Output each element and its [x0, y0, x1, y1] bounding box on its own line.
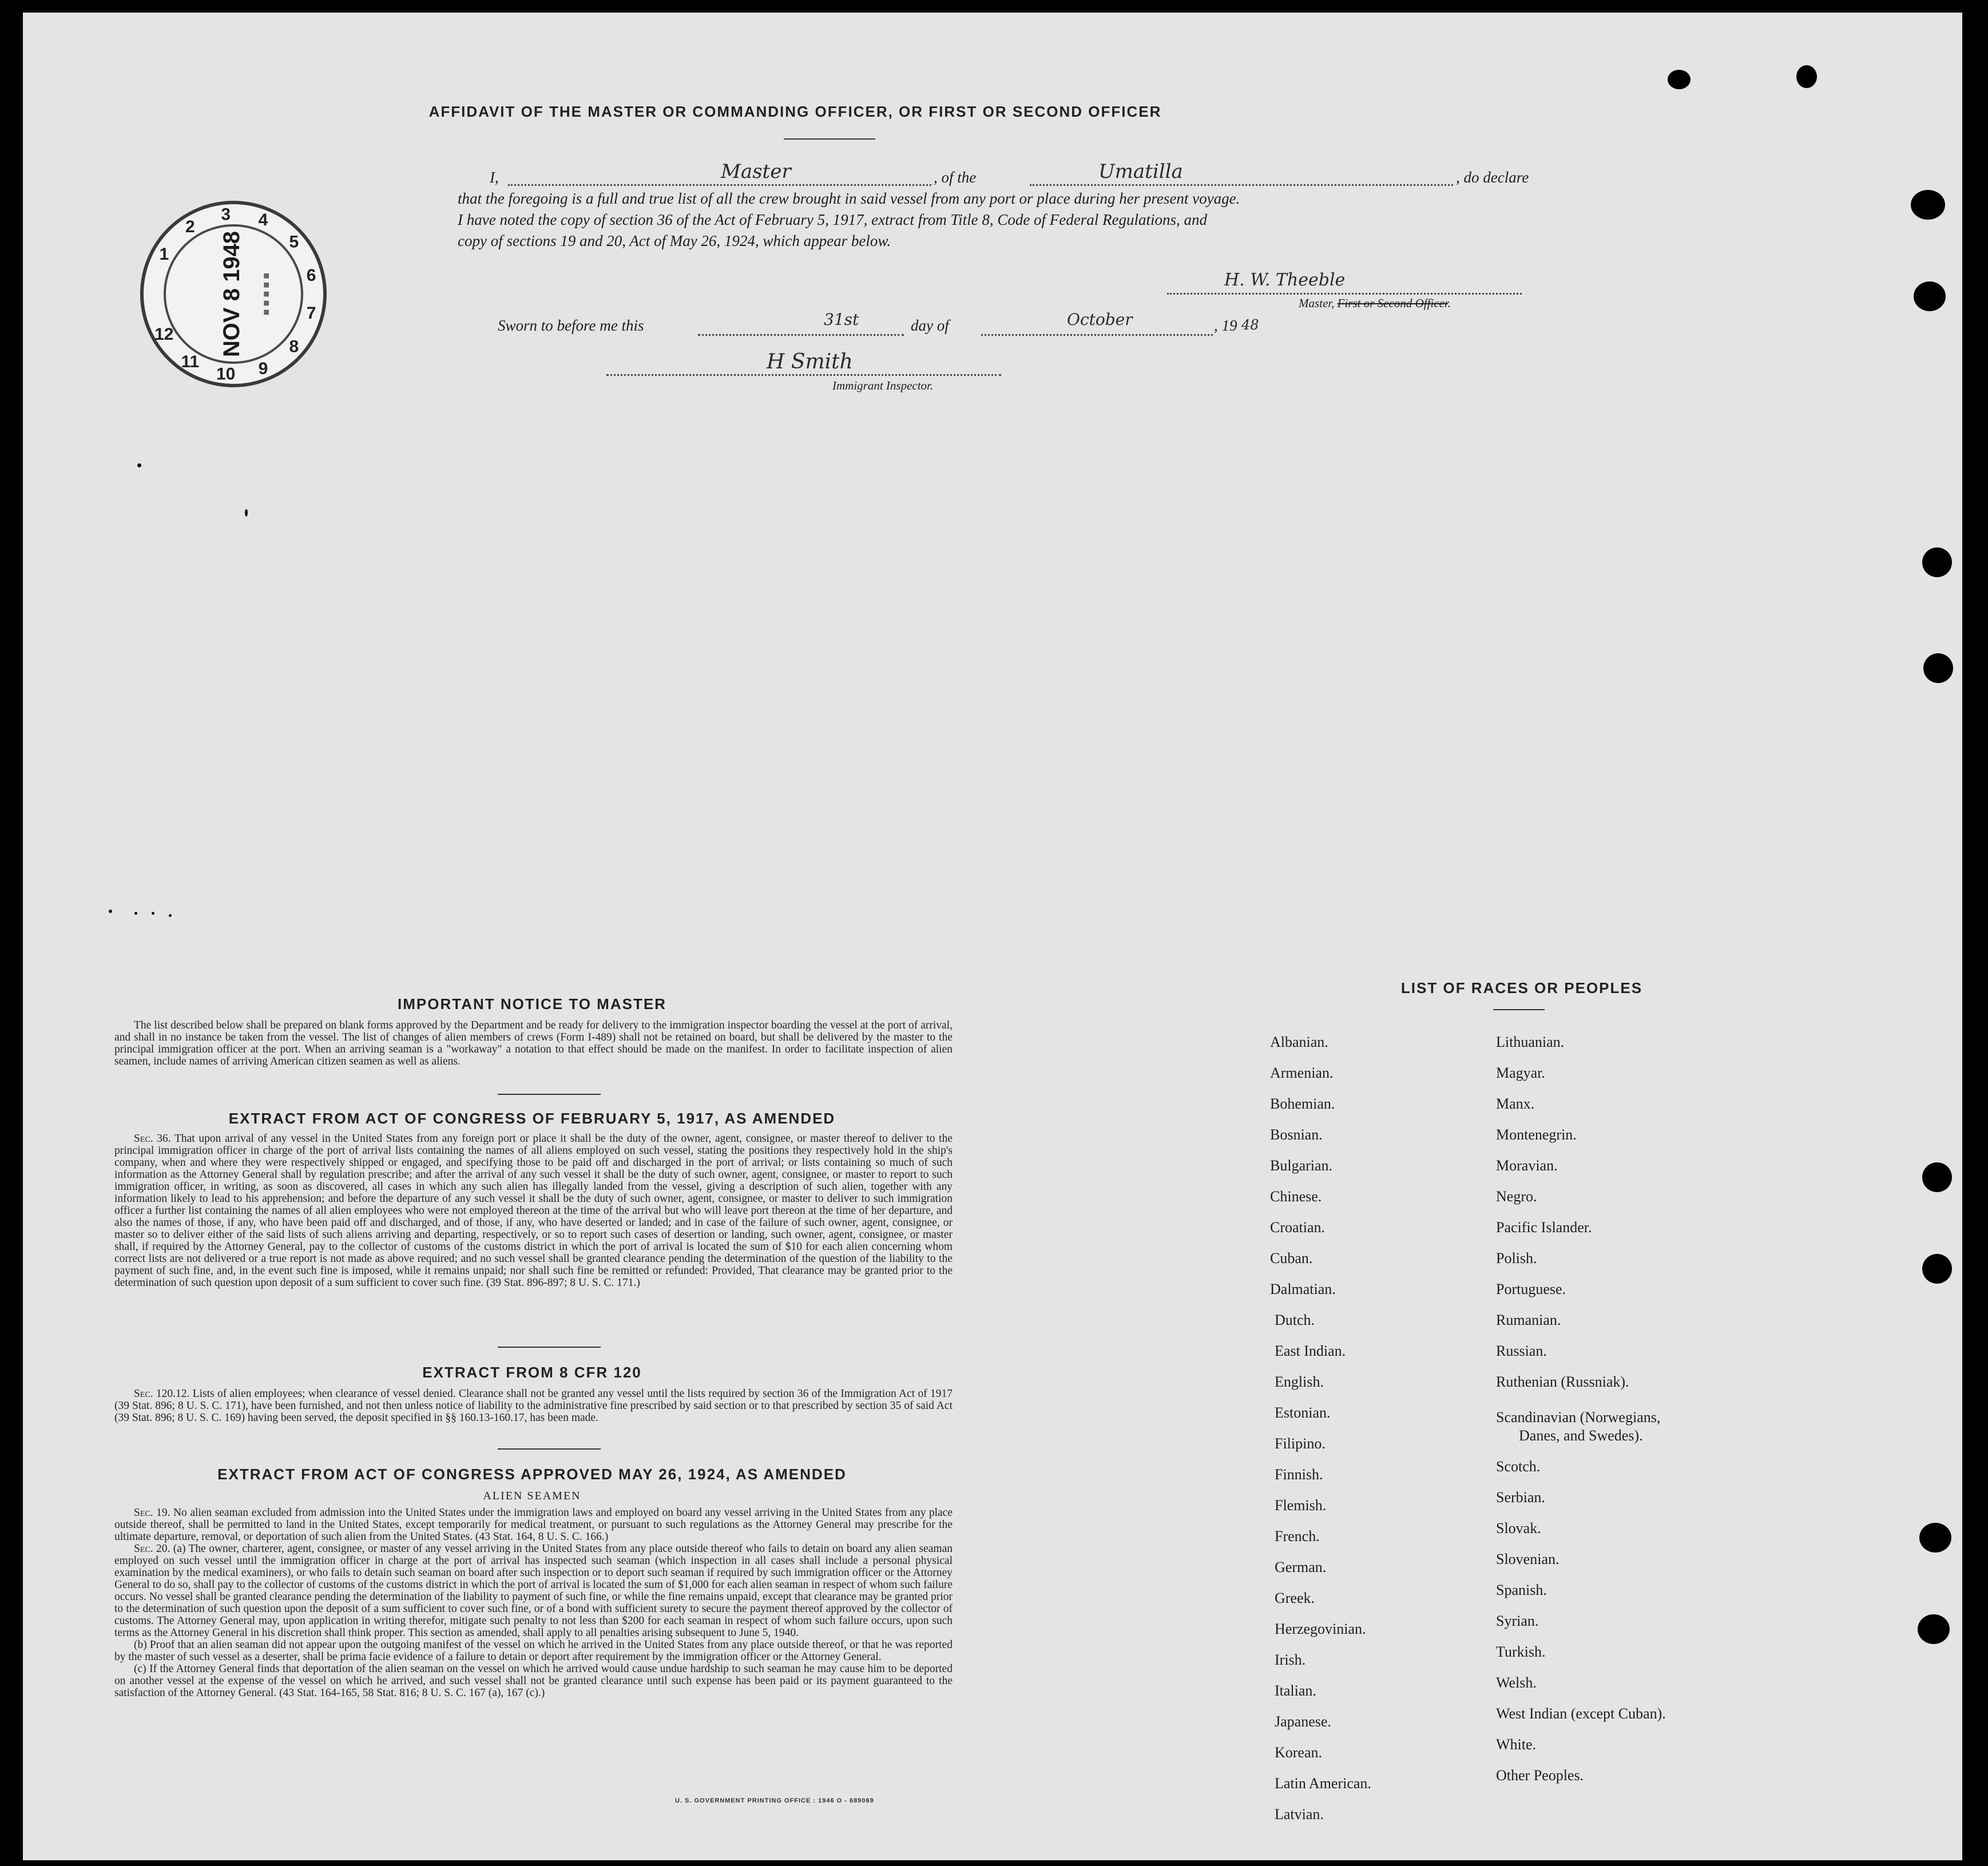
of-the-label: , of the [934, 169, 977, 186]
race-item: Greek. [1275, 1590, 1315, 1606]
race-item: Moravian. [1496, 1157, 1558, 1174]
notice-body [114, 1019, 953, 1067]
scan-speck [134, 912, 137, 915]
race-item: Ruthenian (Russniak). [1496, 1373, 1629, 1390]
race-item: Chinese. [1270, 1188, 1322, 1205]
declarant-name: Master [721, 160, 791, 183]
punch-hole [1796, 65, 1817, 88]
sworn-line [498, 310, 1299, 340]
extract-1917-title: EXTRACT FROM ACT OF CONGRESS OF FEBRUARY 5, 1917, AS AMENDED [228, 1110, 836, 1127]
race-item: Filipino. [1275, 1435, 1326, 1452]
stamp-digit: 4 [258, 211, 268, 229]
stamp-digit: 7 [306, 304, 316, 323]
race-item: Welsh. [1496, 1674, 1537, 1691]
date-stamp [136, 197, 331, 391]
race-item: Magyar. [1496, 1065, 1545, 1081]
punch-hole [1923, 653, 1953, 683]
scan-speck [109, 910, 112, 913]
affidavit-line-3: I have noted the copy of section 36 of the Act of February 5, 1917, extract from Title 8, Code of Federal Regulations, and [458, 211, 1208, 228]
day-of-label: day of [911, 317, 949, 334]
printing-office-footer: U. S. GOVERNMENT PRINTING OFFICE : 1946 O - 689069 [675, 1797, 874, 1804]
scan-speck [137, 463, 141, 467]
race-item: Polish. [1496, 1250, 1537, 1267]
race-item: Latin American. [1275, 1775, 1371, 1792]
notice-divider [498, 1094, 601, 1095]
race-item: Rumanian. [1496, 1312, 1561, 1328]
year-prefix: , 19 [1214, 317, 1237, 334]
master-label: Master, [1299, 296, 1338, 310]
race-item: Herzegovinian. [1275, 1621, 1366, 1637]
race-item: Croatian. [1270, 1219, 1326, 1236]
stamp-digit: 5 [289, 232, 299, 252]
master-title [1299, 296, 1451, 311]
race-item: Montenegrin. [1496, 1126, 1577, 1143]
extract-cfr-divider [498, 1448, 601, 1450]
race-item: Bulgarian. [1270, 1157, 1333, 1174]
day-field-line [698, 321, 904, 336]
race-item: Negro. [1496, 1188, 1537, 1205]
race-item: White. [1496, 1736, 1537, 1753]
declare-label: , do declare [1456, 169, 1529, 186]
punch-hole [1914, 281, 1946, 311]
name-field-line [508, 172, 931, 186]
race-item: Latvian. [1275, 1806, 1324, 1823]
race-item: West Indian (except Cuban). [1496, 1705, 1666, 1722]
race-item: Turkish. [1496, 1643, 1546, 1660]
punch-hole [1922, 1254, 1952, 1284]
alien-seamen-subtitle: ALIEN SEAMEN [483, 1490, 581, 1502]
section-36-text: That upon arrival of any vessel in the United States from any foreign port or place it shall be the duty of the owner, agent, consignee, or master thereof to deliver to the principal immigration officer in charge of the port of arrival lists containing the names of all aliens employed on such vessel, stating the positions they respectively hold in the ship's company, when and where they were respectively shipped or engaged, and specifying those to be paid off and discharged in the port of arrival; or lists containing so much of such information as the Attorney General shall by regulation prescribe; and after the arrival of any such vessel it shall be the duty of such owner, agent, consignee, or master to report to such immigration officer, in writing, as soon as discovered, all cases in which any such alien has illegally landed from the vessel, giving a description of such alien, together with any information likely to lead to his apprehension; and before the departure of any such vessel it shall be the duty of such owner, agent, consignee, or master to deliver to such immigration officer a further list containing the names of all alien employees who were not employed thereon at the time of the arrival but who will leave port thereon at the time of her departure, and also the names of those, if any, who have been paid off and discharged, and of those, if any, who have deserted or landed; and in case of the failure of such owner, agent, consignee, or master so to deliver either of the said lists of such aliens arriving and departing, respectively, or so to report such cases of desertion or landing, such owner, agent, consignee, or master shall, if required by the Attorney General, pay to the collector of customs of the customs district in which the port of arrival is located the sum of $10 for each alien concerning whom correct lists are not delivered or a true report is not made as above required; and no such vessel shall be granted clearance pending the determination of the question of the liability to the payment of such fine, and, in the event such fine is imposed, while it remains unpaid; nor shall such fine be remitted or refunded: Provided, That clearance may be granted prior to the determination of such question upon deposit of a sum sufficient to cover such fine. (39 Stat. 896-897; 8 U. S. C. 171.) [114, 1133, 953, 1289]
stamp-date: NOV 8 1948 [219, 231, 244, 358]
notice-title: IMPORTANT NOTICE TO MASTER [398, 995, 666, 1013]
section-20-text: (a) The owner, charterer, agent, consignee, or master of any vessel arriving in the United States from any place outside thereof who fails to detain on board any alien seaman employed on such vessel until the immigration officer in charge at the port of arrival has inspected such seaman (which inspection in all cases shall include a personal physical examination by the medical examiners), or who fails to detain such seaman on board after such inspection or to deport such seaman if required by such immigration officer or the Attorney General to do so, shall pay to the collector of customs of the customs district in which the port of arrival is located the sum of $1,000 for each alien seaman in respect of whom such failure occurs. No vessel shall be granted clearance pending the determination of the liability to payment of such fine, or while the fine remains unpaid, except that clearance may be granted prior to the determination of such question upon the deposit of a sum sufficient to cover such fine, or of a bond with sufficient surety to secure the payment thereof approved by the collector of customs. The Attorney General may, upon application in writing therefor, mitigate such penalty to not less than $200 for each seaman in respect of whom such failure occurs, upon such terms as the Attorney General in his discretion shall think proper. This section as amended, shall apply to all penalties arising subsequent to June 5, 1940. [114, 1543, 953, 1639]
scan-speck [169, 914, 172, 917]
notice-text: The list described below shall be prepared on blank forms approved by the Department and be ready for delivery to the immigration inspector boarding the vessel at the port of arrival, and shall in no instance be taken from the vessel. The list of changes of alien members of crews (Form I-489) shall not be retained on board, but shall be delivered by the master to the principal immigration officer at the port. When an arriving seaman is a "workaway" a notation to that effect should be made on the manifest. In order to facilitate inspection of alien seamen, include names of arriving American citizen seamen as well as aliens. [114, 1019, 953, 1067]
race-item: Serbian. [1496, 1489, 1545, 1506]
race-item: Spanish. [1496, 1582, 1547, 1598]
race-item: French. [1275, 1528, 1320, 1545]
punch-hole [1922, 547, 1952, 577]
race-item: Bosnian. [1270, 1126, 1323, 1143]
year-suffix: 48 [1241, 317, 1259, 333]
section-120-label: Sec. 120.12. [134, 1388, 190, 1400]
sworn-day: 31st [824, 310, 859, 329]
races-title: LIST OF RACES OR PEOPLES [1400, 979, 1643, 996]
scan-speck [245, 509, 248, 517]
extract-1924-title: EXTRACT FROM ACT OF CONGRESS APPROVED MAY 26, 1924, AS AMENDED [217, 1466, 847, 1483]
stamp-digit: 8 [289, 337, 299, 356]
section-36-label: Sec. 36. [134, 1133, 171, 1145]
punch-hole [1668, 70, 1691, 89]
race-item: Flemish. [1275, 1497, 1327, 1514]
struck-officer-label: First or Second Officer [1337, 296, 1448, 310]
extract-1924-body [114, 1507, 953, 1699]
race-item: Finnish. [1275, 1466, 1323, 1483]
race-item: Irish. [1275, 1651, 1306, 1668]
race-item: Dutch. [1275, 1312, 1315, 1328]
master-label-end: . [1447, 296, 1451, 310]
stamp-digit: 3 [221, 205, 231, 224]
affidavit-text [458, 160, 1556, 252]
sworn-label: Sworn to before me this [498, 317, 644, 334]
race-item: Pacific Islander. [1496, 1219, 1592, 1236]
race-item: Japanese. [1275, 1713, 1331, 1730]
vessel-field-line [1030, 172, 1453, 186]
race-item: East Indian. [1275, 1343, 1346, 1359]
master-signature: H. W. Theeble [1224, 270, 1346, 290]
scan-speck [152, 912, 154, 915]
section-19-text: No alien seaman excluded from admission into the United States under the immigration laws and employed on board any vessel arriving in the United States from any place outside thereof, shall be permitted to land in the United States, except temporarily for medical treatment, or pursuant to such regulations as the Attorney General may prescribe for the ultimate departure, removal, or deportation of such alien from the United States. (43 Stat. 164, 8 U. S. C. 166.) [114, 1507, 953, 1543]
race-item: Syrian. [1496, 1613, 1539, 1629]
extract-cfr-body [114, 1388, 953, 1424]
stamp-digit: 9 [258, 359, 268, 378]
section-19-label: Sec. 19. [134, 1507, 170, 1519]
stamp-digit: 10 [216, 364, 236, 384]
punch-hole [1918, 1614, 1950, 1644]
race-item: English. [1275, 1373, 1324, 1390]
section-20-b: (b) Proof that an alien seaman did not appear upon the outgoing manifest of the vessel on which he arrived in the United States from any place outside thereof, or that he was reported by the master of such vessel as a deserter, shall be prima facie evidence of a failure to detain or deport after requirement by the immigration officer or the Attorney General. [114, 1639, 953, 1663]
race-item: Scotch. [1496, 1458, 1541, 1475]
race-item: Cuban. [1270, 1250, 1313, 1267]
race-item: Armenian. [1270, 1065, 1334, 1081]
race-item: Slovak. [1496, 1520, 1541, 1537]
stamp-digit: 12 [154, 325, 174, 344]
affidavit-line-4: copy of sections 19 and 20, Act of May 26, 1924, which appear below. [458, 232, 891, 249]
race-item: Manx. [1496, 1095, 1535, 1112]
affidavit-line-2: that the foregoing is a full and true list of all the crew brought in said vessel from any port or place during her present voyage. [458, 190, 1240, 207]
inspector-signature: H Smith [767, 350, 853, 374]
extract-1917-divider [498, 1347, 601, 1348]
affidavit-title: AFFIDAVIT OF THE MASTER OR COMMANDING OFFICER, OR FIRST OR SECOND OFFICER [428, 103, 1162, 120]
race-item: Estonian. [1275, 1404, 1331, 1421]
race-item: German. [1275, 1559, 1327, 1575]
vessel-name: Umatilla [1098, 160, 1183, 183]
race-item: Slovenian. [1496, 1551, 1560, 1567]
stamp-digit: 1 [159, 245, 169, 264]
race-item: Albanian. [1270, 1034, 1328, 1050]
race-item: Portuguese. [1496, 1281, 1566, 1297]
race-item: Other Peoples. [1496, 1767, 1584, 1784]
extract-cfr-title: EXTRACT FROM 8 CFR 120 [422, 1364, 642, 1381]
stamp-faded-text: ■ ■ ■ ■ ■ [260, 272, 272, 316]
races-divider [1493, 1009, 1545, 1010]
race-item: Danes, and Swedes). [1519, 1427, 1643, 1444]
section-20-label: Sec. 20. [134, 1543, 170, 1555]
master-signature-line [1167, 292, 1522, 295]
section-20-c: (c) If the Attorney General finds that deportation of the alien seaman on the vessel on which he arrived would cause undue hardship to such seaman he may cause him to be deported on another vessel at the expense of the vessel on which he arrived, and such vessel shall not be granted clearance until such expense has been paid or its payment guaranteed to the satisfaction of the Attorney General. (43 Stat. 164-165, 58 Stat. 816; 8 U. S. C. 167 (a), 167 (c).) [114, 1663, 953, 1699]
stamp-digit: 2 [185, 217, 195, 237]
title-divider [784, 138, 875, 140]
extract-1917-body [114, 1133, 953, 1289]
inspector-label: Immigrant Inspector. [832, 379, 934, 392]
section-120-text: Lists of alien employees; when clearance of vessel denied. Clearance shall not be granted any vessel until the lists required by section 36 of the Immigration Act of 1917 (39 Stat. 896; 8 U. S. C. 171), have been furnished, and not then unless notice of liability to the administrative fine prescribed by said section or to that prescribed by section 35 of said Act (39 Stat. 896; 8 U. S. C. 169) having been served, the deposit specified in §§ 160.13-160.17, has been made. [114, 1388, 953, 1424]
race-item: Lithuanian. [1496, 1034, 1565, 1050]
punch-hole [1911, 190, 1945, 220]
stamp-digit: 6 [306, 266, 316, 285]
stamp-digit: 11 [181, 352, 200, 371]
race-item: Italian. [1275, 1682, 1316, 1699]
race-item: Dalmatian. [1270, 1281, 1336, 1297]
race-item: Russian. [1496, 1343, 1547, 1359]
document-page [23, 13, 1962, 1860]
declarant-i: I, [490, 169, 499, 186]
sworn-month: October [1067, 310, 1133, 329]
race-item: Korean. [1275, 1744, 1323, 1761]
punch-hole [1919, 1523, 1951, 1553]
race-item: Bohemian. [1270, 1095, 1335, 1112]
race-item: Scandinavian (Norwegians, [1496, 1409, 1661, 1426]
punch-hole [1922, 1162, 1952, 1192]
